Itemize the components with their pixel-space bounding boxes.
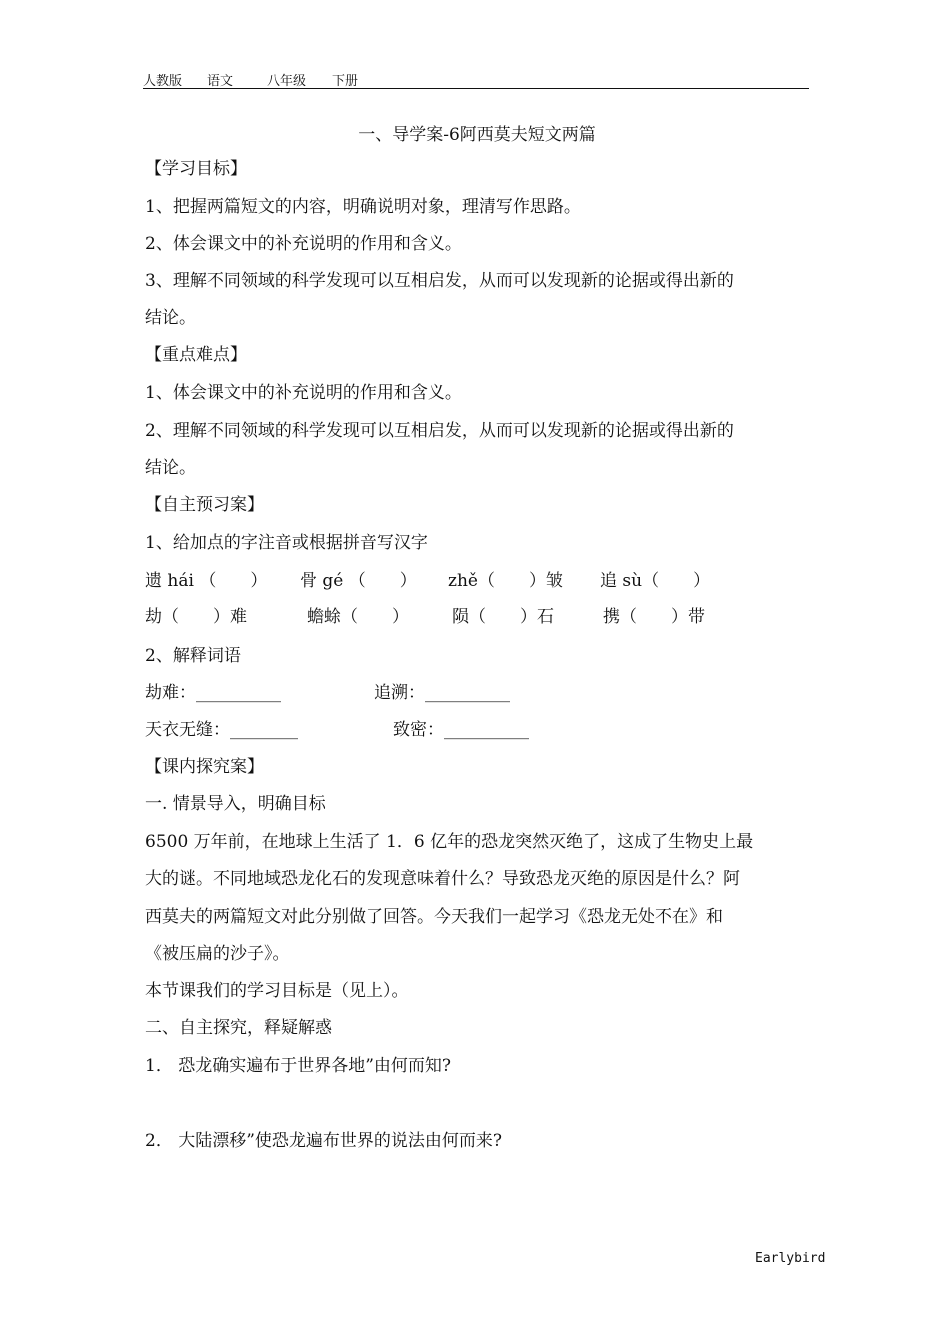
word-definition-blank[interactable]: 致密：__________ xyxy=(393,720,529,740)
objective-item: 2、体会课文中的补充说明的作用和含义。 xyxy=(145,234,462,254)
header-subject: 语文 xyxy=(207,74,234,89)
footer-watermark: Earlybird xyxy=(755,1251,826,1266)
page-header xyxy=(143,68,809,89)
objective-item: 3、理解不同领域的科学发现可以互相启发，从而可以发现新的论据或得出新的 xyxy=(145,271,734,291)
word-definition-blank[interactable]: 劫难：__________ xyxy=(145,683,281,703)
preview-question-2: 2、解释词语 xyxy=(145,646,241,666)
key-point-item: 结论。 xyxy=(145,458,196,478)
word-definition-blank[interactable]: 追溯：__________ xyxy=(374,683,510,703)
goal-line: 本节课我们的学习目标是（见上）。 xyxy=(145,981,409,1001)
words-row-2 xyxy=(145,719,645,741)
inquiry-question-1: 1． 恐龙确实遍布于世界各地”由何而知? xyxy=(145,1056,452,1076)
inquiry-heading: 【课内探究案】 xyxy=(145,757,264,777)
document-title: 一、导学案-6阿西莫夫短文两篇 xyxy=(358,125,596,145)
paragraph-line: 《被压扁的沙子》。 xyxy=(145,944,290,964)
header-volume: 下册 xyxy=(332,74,359,89)
objective-item: 结论。 xyxy=(145,308,196,328)
key-points-heading: 【重点难点】 xyxy=(145,345,247,365)
key-point-item: 2、理解不同领域的科学发现可以互相启发，从而可以发现新的论据或得出新的 xyxy=(145,421,734,441)
section-title: 二、自主探究，释疑解惑 xyxy=(145,1018,332,1038)
objectives-heading: 【学习目标】 xyxy=(145,159,247,179)
preview-heading: 【自主预习案】 xyxy=(145,495,264,515)
words-row-1 xyxy=(145,682,645,704)
pinyin-row-2 xyxy=(145,606,745,628)
word-definition-blank[interactable]: 天衣无缝：________ xyxy=(145,720,298,740)
pinyin-blank[interactable]: 蟾蜍（ ） xyxy=(307,607,409,627)
pinyin-blank[interactable]: 遗 hái （ ） xyxy=(145,571,268,591)
key-point-item: 1、体会课文中的补充说明的作用和含义。 xyxy=(145,383,462,403)
preview-question-1: 1、给加点的字注音或根据拼音写汉字 xyxy=(145,533,428,553)
pinyin-row-1 xyxy=(145,570,745,592)
paragraph-line: 西莫夫的两篇短文对此分别做了回答。今天我们一起学习《恐龙无处不在》和 xyxy=(145,907,723,927)
paragraph-line: 大的谜。不同地域恐龙化石的发现意味着什么？导致恐龙灭绝的原因是什么？阿 xyxy=(145,869,740,889)
header-edition: 人教版 xyxy=(143,74,183,89)
pinyin-blank[interactable]: 追 sù（ ） xyxy=(600,571,711,591)
pinyin-blank[interactable]: 骨 gé （ ） xyxy=(300,571,417,591)
pinyin-blank[interactable]: 陨（ ）石 xyxy=(452,607,554,627)
inquiry-question-2: 2． 大陆漂移”使恐龙遍布世界的说法由何而来? xyxy=(145,1131,503,1151)
pinyin-blank[interactable]: 劫（ ）难 xyxy=(145,607,247,627)
paragraph-line: 6500 万年前，在地球上生活了 1．6 亿年的恐龙突然灭绝了，这成了生物史上最 xyxy=(145,832,754,852)
section-title: 一. 情景导入，明确目标 xyxy=(145,794,326,814)
objective-item: 1、把握两篇短文的内容，明确说明对象，理清写作思路。 xyxy=(145,197,581,217)
pinyin-blank[interactable]: zhě（ ）皱 xyxy=(448,571,563,591)
header-grade: 八年级 xyxy=(267,74,307,89)
pinyin-blank[interactable]: 携（ ）带 xyxy=(603,607,705,627)
